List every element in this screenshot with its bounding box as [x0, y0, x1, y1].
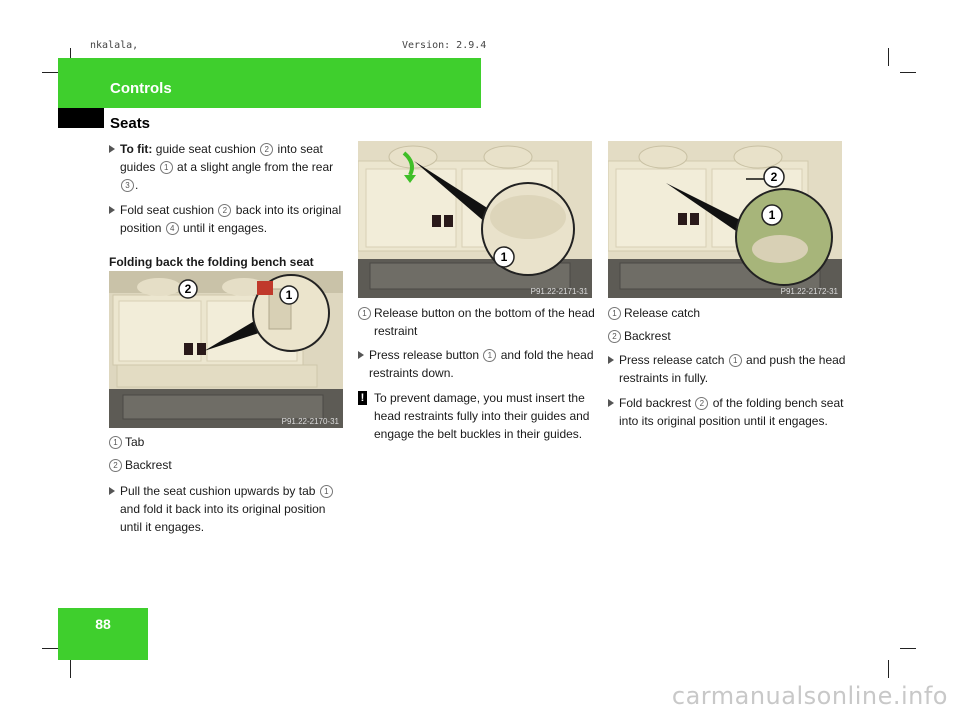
- watermark: carmanualsonline.info: [671, 682, 948, 710]
- callout-2: 2: [695, 397, 708, 410]
- step-text: and fold it back into its original position until it engages.: [120, 502, 326, 534]
- crop-mark: [900, 72, 916, 73]
- legend-number: 1: [608, 307, 621, 320]
- legend-text: Release catch: [624, 306, 701, 320]
- photo-code: P91.22-2172-31: [780, 287, 838, 296]
- step-text: and push the head restraints in fully.: [619, 353, 846, 385]
- photo-code: P91.22-2170-31: [281, 417, 339, 426]
- column-2: [358, 304, 598, 443]
- photo-callout-1: 1: [285, 288, 293, 302]
- warning-icon: !: [358, 391, 367, 405]
- step-text: Fold backrest: [619, 396, 695, 410]
- column-3: [608, 304, 848, 437]
- step-text: Press release catch: [619, 353, 728, 367]
- callout-1: 1: [160, 161, 173, 174]
- legend-item: [608, 304, 848, 322]
- legend-number: 1: [358, 307, 371, 320]
- callout-1: 1: [483, 349, 496, 362]
- column-1: [109, 140, 345, 276]
- callout-1: 1: [729, 354, 742, 367]
- section-title: Seats: [110, 115, 151, 132]
- legend-item: [109, 456, 345, 474]
- step-text: of the folding bench seat into its original position until it engages.: [619, 396, 844, 428]
- head-restraint-photo: [358, 141, 592, 298]
- legend-text: Backrest: [125, 458, 172, 472]
- step-text: Pull the seat cushion upwards by tab: [120, 484, 319, 498]
- crop-mark: [70, 660, 71, 678]
- photo-callout-2: 2: [184, 282, 192, 296]
- callout-2: 2: [218, 204, 231, 217]
- crop-mark: [42, 648, 58, 649]
- legend-text: Tab: [125, 435, 145, 449]
- meta-version: Version: 2.9.4: [402, 40, 487, 51]
- callout-2: 2: [260, 143, 273, 156]
- callout-3: 3: [121, 179, 134, 192]
- legend-number: 2: [109, 459, 122, 472]
- photo-callout-2: 2: [770, 170, 778, 184]
- subheading: Folding back the folding bench seat: [109, 253, 342, 276]
- step-fold-backrest: [608, 394, 848, 430]
- release-catch-photo: [608, 141, 842, 298]
- legend-text: Release button on the bottom of the head restraint: [374, 306, 595, 338]
- step-text: back into its original position: [120, 203, 342, 235]
- legend-item: [109, 433, 345, 451]
- step-text: guide seat cushion: [152, 142, 260, 156]
- crop-mark: [900, 648, 916, 649]
- callout-1: 1: [320, 485, 333, 498]
- crop-mark: [42, 72, 58, 73]
- step-text: until it engages.: [179, 221, 268, 235]
- photo-code: P91.22-2171-31: [530, 287, 588, 296]
- step-text: into seat guides: [120, 142, 323, 174]
- step-press-release-catch: [608, 351, 848, 387]
- step-to-fit: [109, 140, 345, 194]
- step-pull-cushion: [109, 482, 345, 536]
- step-bold-label: To fit:: [120, 142, 153, 156]
- crop-mark: [888, 660, 889, 678]
- step-text: Fold seat cushion: [120, 203, 218, 217]
- chapter-title: Controls: [110, 80, 172, 97]
- callout-4: 4: [166, 222, 179, 235]
- crop-mark: [888, 48, 889, 66]
- column-1-lower: [109, 433, 345, 543]
- step-text: Press release button: [369, 348, 483, 362]
- legend-number: 1: [109, 436, 122, 449]
- legend-number: 2: [608, 330, 621, 343]
- step-text: at a slight angle from the rear: [173, 160, 334, 174]
- photo-callout-1: 1: [500, 250, 508, 264]
- legend-item: [608, 327, 848, 345]
- legend-text: Backrest: [624, 329, 671, 343]
- warning-text: To prevent damage, you must insert the head restraints fully into their guides and engage the belt buckles in their guides.: [374, 391, 590, 441]
- warning-note: [358, 389, 598, 443]
- photo-callout-1: 1: [768, 208, 776, 222]
- legend-item: [358, 304, 598, 340]
- step-fold-cushion: [109, 201, 345, 237]
- meta-author: nkalala,: [90, 40, 139, 51]
- step-text: and fold the head restraints down.: [369, 348, 594, 380]
- bench-seat-photo-1: [109, 271, 343, 428]
- step-press-release-button: [358, 346, 598, 382]
- page-number: 88: [95, 616, 111, 632]
- section-tab: [58, 108, 104, 128]
- step-text: .: [135, 178, 139, 192]
